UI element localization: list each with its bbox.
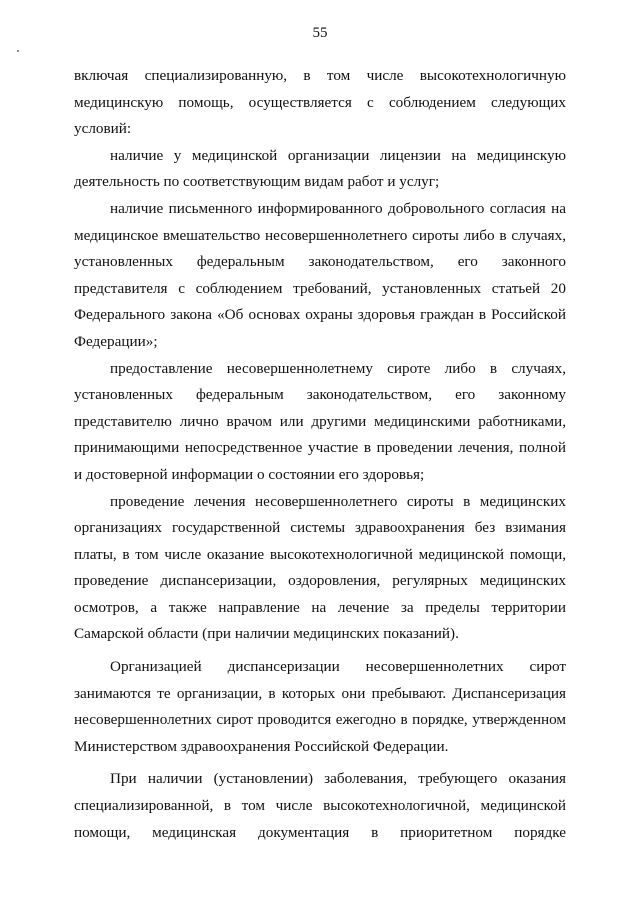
paragraph-dispensary-organization: Организацией диспансеризации несовершеннолетних сирот занимаются те организации, в которых они пребывают. Диспансеризация несовершеннолетних сирот проводится ежегодно в порядке, утвержденном Министерством здравоохранения Российской Федерации.: [74, 658, 566, 755]
paragraph-consent-condition: наличие письменного информированного добровольного согласия на медицинское вмешательство несовершеннолетнего сироты либо в случаях, установленных федеральным законодательством, его законного представителя с соблюдением требований, установленных статьей 20 Федерального закона «Об основах охраны здоровья граждан в Российской Федерации»;: [74, 199, 566, 350]
page-number: 55: [312, 25, 328, 41]
paragraph-license-condition: наличие у медицинской организации лицензии на медицинскую деятельность по соответствующим видам работ и услуг;: [74, 146, 566, 191]
margin-mark: [17, 50, 19, 52]
paragraph-disease-documentation: При наличии (установлении) заболевания, требующего оказания специализированной, в том числе высокотехнологичной, медицинской помощи, медицинская документация в приоритетном порядке: [74, 770, 566, 841]
paragraph-continuation: включая специализированную, в том числе высокотехнологичную медицинскую помощь, осуществляется с соблюдением следующих условий:: [74, 67, 566, 138]
paragraph-information-condition: предоставление несовершеннолетнему сироте либо в случаях, установленных федеральным законодательством, его законному представителю лично врачом или другими медицинскими работниками, принимающими непосредственное участие в проведении лечения, полной и достоверной информации о состоянии его здоровья;: [74, 359, 566, 483]
paragraph-treatment-condition: проведение лечения несовершеннолетнего сироты в медицинских организациях государственной системы здравоохранения без взимания платы, в том числе оказание высокотехнологичной медицинской помощи, проведение диспансеризации, оздоровления, регулярных медицинских осмотров, а также направление на лечение за пределы территории Самарской области (при наличии медицинских показаний).: [74, 492, 566, 643]
document-body: [74, 63, 566, 846]
